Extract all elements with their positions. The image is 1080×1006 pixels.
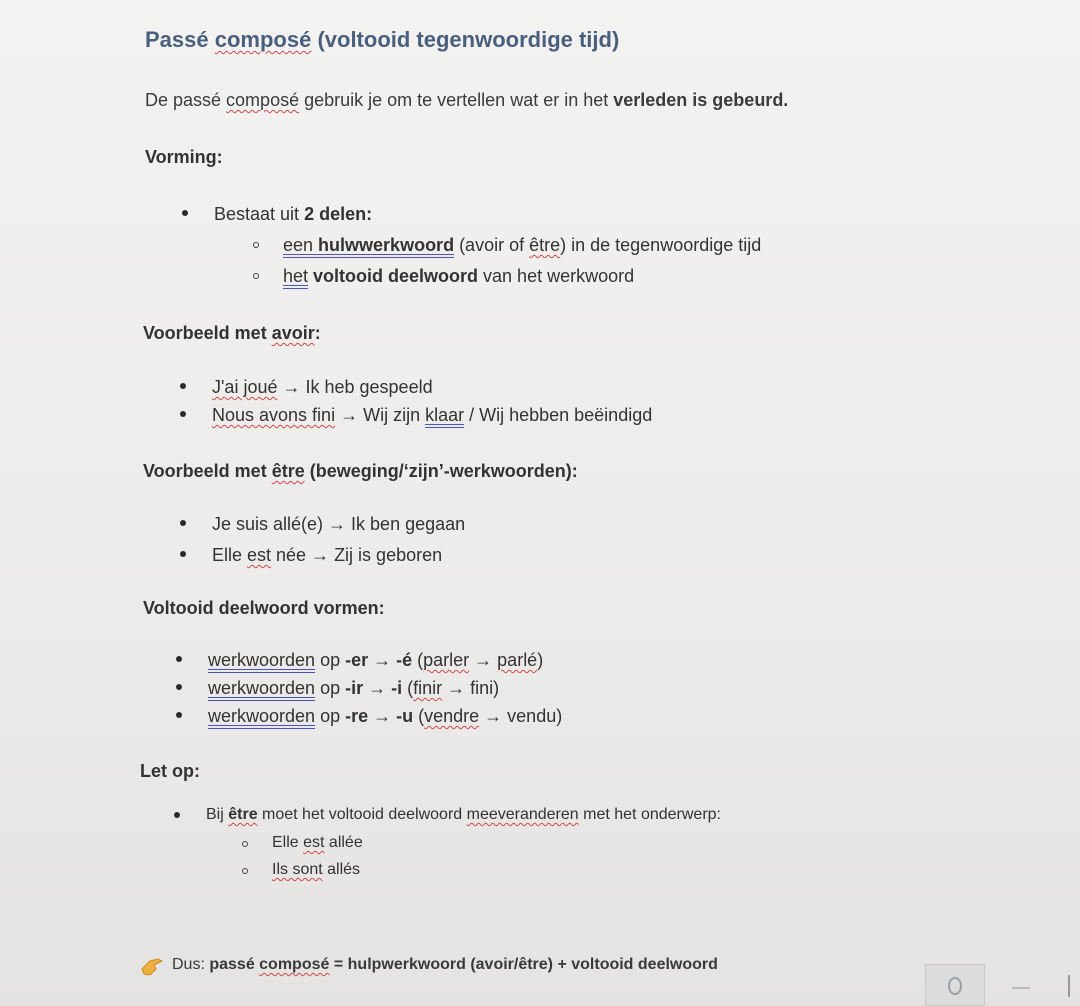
bullet-dot xyxy=(182,210,188,216)
heading-underlined: avoir xyxy=(271,323,315,343)
bullet-dot xyxy=(174,812,180,818)
item-underlined-3: parlé xyxy=(497,650,538,670)
item-underlined-2: finir xyxy=(413,678,443,698)
bullet-dot xyxy=(176,684,182,690)
item-arrow: → xyxy=(479,706,508,726)
item-text: op xyxy=(315,678,346,698)
title-text-underlined: composé xyxy=(214,27,312,52)
sub-text-underlined-2: être xyxy=(529,235,561,255)
intro-paragraph xyxy=(145,90,788,111)
item-text-2: ( xyxy=(413,706,425,726)
list-item xyxy=(208,706,562,727)
item-text: op xyxy=(315,650,346,670)
bullet-text: Bestaat uit xyxy=(214,204,305,224)
sub-bullet-circle xyxy=(242,841,248,847)
title-text-end: (voltooid tegenwoordige tijd) xyxy=(311,27,620,52)
sub-item xyxy=(283,266,634,287)
item-underlined-2: parler xyxy=(423,650,470,670)
bullet-dot xyxy=(180,383,186,389)
sub-text-end: allée xyxy=(324,834,363,851)
sub-text-end: allés xyxy=(322,861,361,878)
list-item xyxy=(212,377,433,398)
item-text-end: fini) xyxy=(470,678,500,698)
sub-bold: hulwwerkwoord xyxy=(313,235,455,255)
summary-underlined: composé xyxy=(259,956,330,973)
sub-text-end: ) in de tegenwoordige tijd xyxy=(560,235,762,255)
heading-text: Voorbeeld met xyxy=(143,323,272,343)
item-text: op xyxy=(315,706,346,726)
heading-vorming: Vorming: xyxy=(145,147,223,167)
item-text-2: moet het voltooid deelwoord xyxy=(257,806,467,823)
sub-underlined: est xyxy=(303,834,325,851)
intro-text-2: gebruik je om te vertellen wat er in het xyxy=(299,90,614,110)
sub-item xyxy=(283,235,761,256)
sub-underlined: Ils sont xyxy=(272,861,323,878)
intro-bold: verleden is gebeurd. xyxy=(613,90,789,110)
list-item xyxy=(208,650,543,671)
intro-text: De passé xyxy=(145,90,227,110)
bullet-dot xyxy=(180,520,186,526)
edge-line xyxy=(1068,975,1070,997)
list-item xyxy=(212,545,442,566)
heading-voorbeeld-etre xyxy=(143,461,578,482)
item-underlined: werkwoorden xyxy=(208,678,316,698)
item-arrow: → xyxy=(469,650,498,670)
sub-text: Elle xyxy=(272,834,304,851)
intro-underlined: composé xyxy=(226,90,300,110)
list-item xyxy=(208,678,499,699)
item-text: Elle xyxy=(212,545,248,565)
heading-voorbeeld-avoir xyxy=(143,323,321,344)
item-bold: -er → -é xyxy=(345,650,413,670)
item-underlined: meeveranderen xyxy=(466,806,579,823)
item-text: → Wij zijn xyxy=(335,405,426,425)
item-bold: -ir → -i xyxy=(345,678,403,698)
heading-underlined: être xyxy=(271,461,305,481)
bullet-dot xyxy=(176,712,182,718)
summary-line xyxy=(172,956,718,974)
item-arrow: → xyxy=(442,678,471,698)
sub-bullet-circle xyxy=(253,273,259,279)
heading-rest: (beweging/‘zijn’-werkwoorden): xyxy=(304,461,578,481)
sub-bullet-circle xyxy=(242,868,248,874)
item-underlined-2: klaar xyxy=(425,405,465,425)
bullet-item xyxy=(214,204,372,225)
item-underlined-2: vendre xyxy=(424,706,480,726)
page-title xyxy=(145,27,619,53)
list-item xyxy=(212,405,652,426)
item-bold: -re → -u xyxy=(345,706,414,726)
summary-bold: passé xyxy=(209,956,260,973)
item-text-2: ( xyxy=(412,650,424,670)
sub-bold: voltooid deelwoord xyxy=(308,266,479,286)
bullet-dot xyxy=(180,411,186,417)
sub-item xyxy=(272,861,360,879)
item-text-end: vendu) xyxy=(507,706,563,726)
item-text-end: met het onderwerp: xyxy=(578,806,721,823)
sub-text-underlined: een xyxy=(283,235,314,255)
title-text: Passé xyxy=(145,27,215,52)
item-underlined: J'ai joué xyxy=(212,377,278,397)
sub-item xyxy=(272,834,363,852)
item-text-2: ( xyxy=(402,678,414,698)
heading-let-op: Let op: xyxy=(140,761,200,781)
list-item xyxy=(206,806,721,824)
item-bold: être xyxy=(228,806,258,823)
summary-bold-2: = hulpwerkwoord (avoir/être) + voltooid deelwoord xyxy=(329,956,718,973)
item-underlined: est xyxy=(247,545,272,565)
pointing-hand-icon xyxy=(140,955,164,977)
list-item xyxy=(212,514,465,535)
item-text: → Ik heb gespeeld xyxy=(277,377,433,397)
item-underlined: werkwoorden xyxy=(208,706,316,726)
item-text-end: / Wij hebben beëindigd xyxy=(464,405,653,425)
item-text-end: née → Zij is geboren xyxy=(271,545,443,565)
heading-deelwoord: Voltooid deelwoord vormen: xyxy=(143,598,385,618)
heading-colon: : xyxy=(314,323,321,343)
circle-icon xyxy=(948,977,962,995)
heading-text: Voorbeeld met xyxy=(143,461,272,481)
bullet-dot xyxy=(180,551,186,557)
bullet-bold: 2 delen: xyxy=(304,204,373,224)
item-text-end: ) xyxy=(537,650,544,670)
sub-bullet-circle xyxy=(253,242,259,248)
item-underlined: Nous avons fini xyxy=(212,405,336,425)
summary-label: Dus: xyxy=(172,956,210,973)
item-text: Je suis allé(e) → Ik ben gegaan xyxy=(212,514,466,534)
item-text: Bij xyxy=(206,806,229,823)
sub-text-underlined: het xyxy=(283,266,309,286)
bullet-dot xyxy=(176,656,182,662)
minus-icon xyxy=(1012,987,1030,989)
sub-text-end: van het werkwoord xyxy=(478,266,635,286)
sub-text: (avoir of xyxy=(454,235,530,255)
item-underlined: werkwoorden xyxy=(208,650,316,670)
